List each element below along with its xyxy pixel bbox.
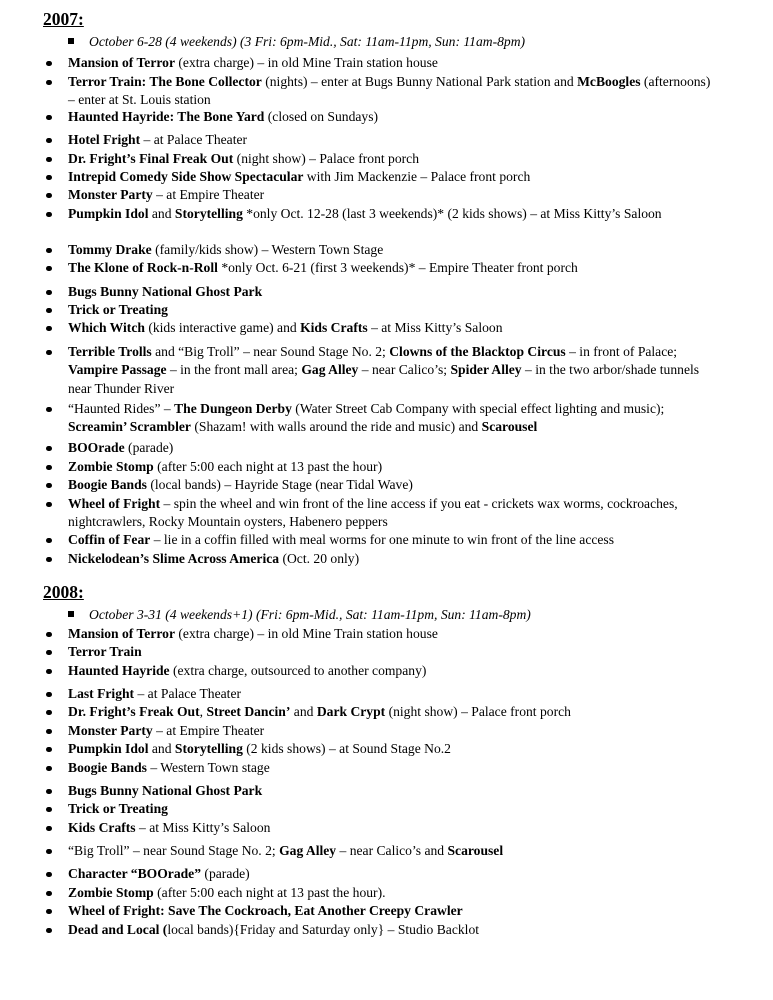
item-title: Monster Party xyxy=(68,723,153,738)
list-item xyxy=(68,168,718,186)
list-item xyxy=(68,439,718,457)
item-text: – near Calico’s and xyxy=(336,843,448,858)
list-item xyxy=(68,259,718,277)
item-text: and xyxy=(148,206,175,221)
item-text: – in the front mall area; xyxy=(166,362,302,378)
item-text: – at Empire Theater xyxy=(152,187,265,202)
list-item xyxy=(68,759,718,777)
item-title: Dead and Local ( xyxy=(68,922,168,937)
item-title: Storytelling xyxy=(174,741,243,756)
item-title: Mansion of Terror xyxy=(68,626,175,641)
item-title: Scarousel xyxy=(447,843,504,858)
date-range-text: October 6-28 (4 weekends) (3 Fri: 6pm-Mid., Sat: 11am-11pm, Sun: 11am-8pm) xyxy=(89,34,526,49)
item-title: Terror Train: The Bone Collector xyxy=(68,74,262,89)
item-title: Monster Party xyxy=(68,187,153,202)
item-title: Boogie Bands xyxy=(68,477,147,492)
item-text: – at Palace Theater xyxy=(134,686,242,701)
list-item xyxy=(68,550,718,568)
item-title: Terrible Trolls xyxy=(68,344,152,359)
item-text: – spin the wheel and win front of the line access if you eat - crickets wax worms, cockroaches, nightcrawlers, Rocky Mountain oysters, Habenero peppers xyxy=(68,496,678,530)
date-range xyxy=(68,606,531,624)
list-item xyxy=(68,740,718,758)
year-heading: 2008: xyxy=(43,582,84,602)
item-text: (Shazam! with walls around the ride and music) and xyxy=(190,419,482,435)
item-title: Mansion of Terror xyxy=(68,55,175,70)
list-item xyxy=(68,476,718,494)
item-title: Wheel of Fright xyxy=(68,496,161,511)
list-item xyxy=(68,131,718,149)
item-text: – at Empire Theater xyxy=(152,723,265,738)
list-item xyxy=(68,301,718,319)
item-text: (Oct. 20 only) xyxy=(279,551,360,566)
list-item xyxy=(68,458,718,476)
item-title: Dr. Fright’s Freak Out xyxy=(68,704,200,719)
item-title: Spider Alley xyxy=(450,362,522,378)
item-title: Street Dancin’ xyxy=(206,704,291,719)
list-item xyxy=(68,884,718,902)
item-text: – in the two arbor/shade tunnels near Thunder River xyxy=(68,362,700,396)
date-range-text: October 3-31 (4 weekends+1) (Fri: 6pm-Mid., Sat: 11am-11pm, Sun: 11am-8pm) xyxy=(89,607,531,622)
item-title: Hotel Fright xyxy=(68,132,141,147)
item-text: and “Big Troll” – near Sound Stage No. 2; xyxy=(151,344,390,359)
item-title: Zombie Stomp xyxy=(68,885,154,900)
item-text: “Big Troll” – near Sound Stage No. 2; xyxy=(68,843,280,858)
item-text: – in front of Palace; xyxy=(565,344,678,359)
item-text: and xyxy=(148,741,175,756)
item-title: Trick or Treating xyxy=(68,801,168,816)
list-item xyxy=(68,643,718,661)
list-item xyxy=(68,782,718,800)
item-title: Bugs Bunny National Ghost Park xyxy=(68,783,263,798)
list-item xyxy=(68,865,718,883)
item-text: – near Calico’s; xyxy=(358,362,451,378)
item-title: Haunted Hayride xyxy=(68,663,170,678)
item-title: Clowns of the Blacktop Circus xyxy=(389,344,566,359)
item-title: Vampire Passage xyxy=(68,362,167,378)
item-title: Pumpkin Idol xyxy=(68,741,149,756)
list-item xyxy=(68,108,718,126)
list-item xyxy=(68,531,718,549)
square-bullet-icon xyxy=(68,38,74,44)
date-range xyxy=(68,33,525,51)
item-text: “Haunted Rides” – xyxy=(68,401,175,416)
list-item xyxy=(68,319,718,337)
item-text: (parade) xyxy=(201,866,250,881)
item-title: Trick or Treating xyxy=(68,302,168,317)
item-title: The Dungeon Derby xyxy=(174,401,292,416)
item-title: BOOrade xyxy=(68,440,125,455)
item-title: The Klone of Rock-n-Roll xyxy=(68,260,218,275)
item-title: Gag Alley xyxy=(301,362,359,378)
item-text: (after 5:00 each night at 13 past the hour). xyxy=(153,885,386,900)
list-item xyxy=(68,842,718,860)
item-text: , xyxy=(199,704,207,719)
item-title: Boogie Bands xyxy=(68,760,147,775)
item-text: local bands){Friday and Saturday only} – Studio Backlot xyxy=(167,922,480,937)
list-item xyxy=(68,150,718,168)
item-title: McBoogles xyxy=(577,74,641,89)
list-item xyxy=(68,685,718,703)
list-item xyxy=(68,400,718,437)
item-text: (nights) – enter at Bugs Bunny National Park station and xyxy=(261,74,578,89)
item-title: Scarousel xyxy=(481,419,538,435)
list-item xyxy=(68,662,718,680)
square-bullet-icon xyxy=(68,611,74,617)
item-title: Wheel of Fright: Save The Cockroach, Eat Another Creepy Crawler xyxy=(68,903,463,918)
item-title: Terror Train xyxy=(68,644,142,659)
item-text: (closed on Sundays) xyxy=(264,109,379,124)
item-text: (extra charge, outsourced to another company) xyxy=(169,663,427,678)
item-text: – at Miss Kitty’s Saloon xyxy=(135,820,271,835)
item-title: Dr. Fright’s Final Freak Out xyxy=(68,151,234,166)
list-item xyxy=(68,703,718,721)
item-title: Pumpkin Idol xyxy=(68,206,149,221)
list-item xyxy=(68,283,718,301)
item-text: *only Oct. 12-28 (last 3 weekends)* (2 kids shows) – at Miss Kitty’s Saloon xyxy=(242,206,662,221)
item-text: (Water Street Cab Company with special effect lighting and music); xyxy=(291,401,665,416)
list-item xyxy=(68,722,718,740)
item-text: – lie in a coffin filled with meal worms for one minute to win front of the line access xyxy=(150,532,614,547)
list-item xyxy=(68,819,718,837)
item-text: – at Palace Theater xyxy=(140,132,248,147)
list-item xyxy=(68,54,718,72)
item-title: Which Witch xyxy=(68,320,145,335)
year-heading: 2007: xyxy=(43,9,84,29)
item-title: Last Fright xyxy=(68,686,135,701)
item-text: *only Oct. 6-21 (first 3 weekends)* – Empire Theater front porch xyxy=(217,260,578,275)
list-item xyxy=(68,241,718,259)
item-text: (extra charge) – in old Mine Train station house xyxy=(175,55,438,70)
list-item xyxy=(68,495,718,532)
item-title: Nickelodean’s Slime Across America xyxy=(68,551,280,566)
item-text: (night show) – Palace front porch xyxy=(233,151,419,166)
item-title: Screamin’ Scrambler xyxy=(68,419,191,435)
item-title: Intrepid Comedy Side Show Spectacular xyxy=(68,169,304,184)
list-item xyxy=(68,902,718,920)
item-text: – Western Town stage xyxy=(146,760,270,775)
item-text: (after 5:00 each night at 13 past the hour) xyxy=(153,459,383,474)
item-title: Storytelling xyxy=(174,206,243,221)
list-item xyxy=(68,343,718,398)
item-text: (parade) xyxy=(124,440,174,455)
item-title: Gag Alley xyxy=(279,843,337,858)
item-text: (kids interactive game) and xyxy=(144,320,301,335)
item-title: Character “BOOrade” xyxy=(68,866,202,881)
list-item xyxy=(68,186,718,204)
item-title: Zombie Stomp xyxy=(68,459,154,474)
item-title: Coffin of Fear xyxy=(68,532,151,547)
list-item xyxy=(68,73,718,110)
list-item xyxy=(68,800,718,818)
item-title: Dark Crypt xyxy=(316,704,386,719)
item-title: Bugs Bunny National Ghost Park xyxy=(68,284,263,299)
item-text: and xyxy=(290,704,317,719)
item-title: Kids Crafts xyxy=(300,320,368,335)
item-text: with Jim Mackenzie – Palace front porch xyxy=(303,169,531,184)
item-text: (2 kids shows) – at Sound Stage No.2 xyxy=(242,741,451,756)
item-text: (family/kids show) – Western Town Stage xyxy=(151,242,384,257)
list-item xyxy=(68,205,718,223)
item-text: (local bands) – Hayride Stage (near Tidal Wave) xyxy=(146,477,413,492)
item-text: (night show) – Palace front porch xyxy=(385,704,571,719)
item-title: Kids Crafts xyxy=(68,820,136,835)
item-text: (afternoons) – enter at St. Louis station xyxy=(68,74,711,108)
list-item xyxy=(68,625,718,643)
item-title: Haunted Hayride: The Bone Yard xyxy=(68,109,265,124)
item-text: – at Miss Kitty’s Saloon xyxy=(367,320,503,335)
item-text: (extra charge) – in old Mine Train station house xyxy=(175,626,438,641)
list-item xyxy=(68,921,718,939)
item-title: Tommy Drake xyxy=(68,242,152,257)
